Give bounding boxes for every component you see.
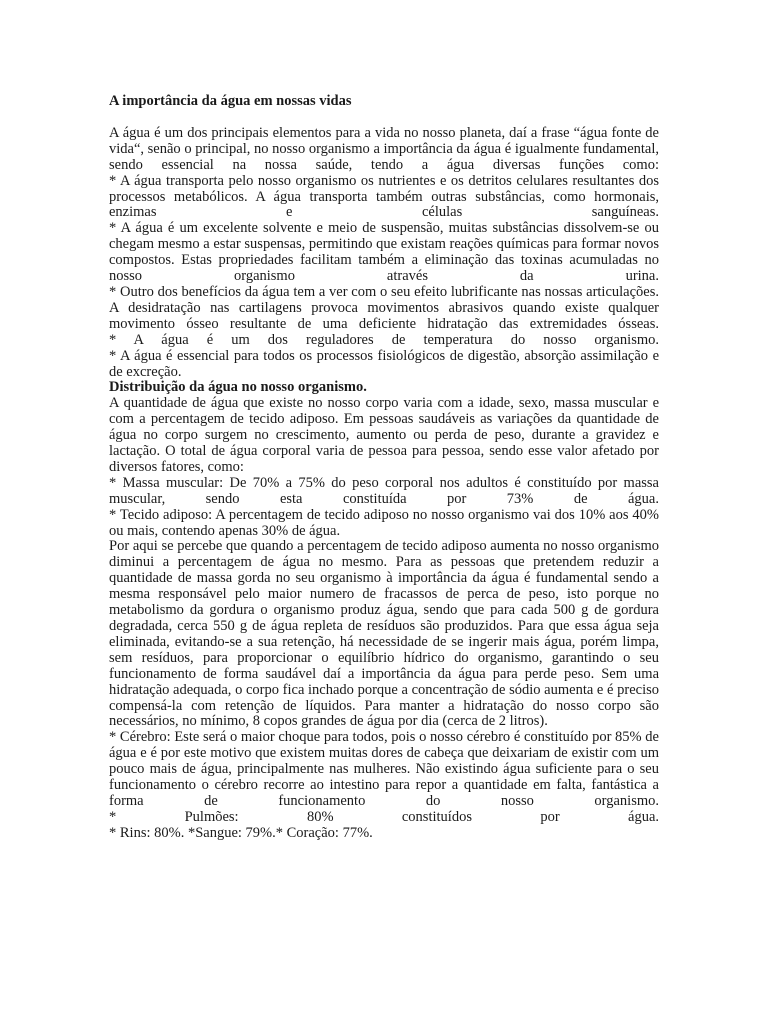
function-item-transport: * A água transporta pelo nosso organismo os nutrientes e os detritos celulares resultantes dos processos metabólicos. A água transporta também outras substâncias, como hormonais, enzimas e células sanguíneas. [109,172,659,221]
document-page [109,94,659,842]
intro-paragraph: A água é um dos principais elementos para a vida no nosso planeta, daí a frase “água fonte de vida“, senão o principal, no nosso organismo a importância da água é igualmente fundamental, sendo essencial na nossa saúde, tendo a água diversas funções como: [109,124,659,173]
organ-item-others: * Rins: 80%. *Sangue: 79%.* Coração: 77%. [109,824,373,841]
explanation-paragraph: Por aqui se percebe que quando a percentagem de tecido adiposo aumenta no nosso organismo diminui a percentagem de água no mesmo. Para as pessoas que pretendem reduzir a quantidade de massa gorda no seu organismo à importância da água é fundamental sendo a mesma responsável pelo maior numero de fracassos de perca de peso, isto porque no metabolismo da gordura o organismo produz água, sendo que para cada 500 g de gordura degradada, cerca 550 g de água repleta de resíduos são produzidos. Para que essa água seja eliminada, evitando-se a sua retenção, há necessidade de se ingerir mais água, porém limpa, sem resíduos, para proporcionar o equilíbrio hídrico do organismo, garantindo o seu funcionamento de forma saudável daí a importância da água para perde peso. Sem uma hidratação adequada, o corpo fica inchado porque a concentração de sódio aumenta e é preciso compensá-la com retenção de líquidos. Para manter a hidratação do nosso corpo são necessários, no mínimo, 8 copos grandes de água por dia (cerca de 2 litros). [109,538,659,730]
organ-item-lungs: * Pulmões: 80% constituídos por água. [109,808,659,825]
factor-item-adipose: * Tecido adiposo: A percentagem de tecido adiposo no nosso organismo vai dos 10% aos 40% ou mais, contendo apenas 30% de água. [109,506,659,539]
section-heading-distribution: Distribuição da água no nosso organismo. [109,379,367,396]
factor-item-muscle: * Massa muscular: De 70% a 75% do peso corporal nos adultos é constituído por massa muscular, sendo esta constituída por 73% de água. [109,474,659,507]
distribution-paragraph: A quantidade de água que existe no nosso corpo varia com a idade, sexo, massa muscular e com a percentagem de tecido adiposo. Em pessoas saudáveis as variações da quantidade de água no corpo surgem no crescimento, aumento ou perda de peso, durante a gravidez e lactação. O total de água corporal varia de pessoa para pessoa, sendo esse valor afetado por diversos fatores, como: [109,395,659,475]
organ-item-brain: * Cérebro: Este será o maior choque para todos, pois o nosso cérebro é constituído por 85% de água e é por este motivo que existem muitas dores de cabeça que deixariam de existir com um pouco mais de água, principalmente nas mulheres. Não existindo água suficiente para o seu funcionamento o cérebro recorre ao intestino para repor a quantidade em falta, fantástica a forma de funcionamento do nosso organismo. [109,729,659,809]
document-title: A importância da água em nossas vidas [109,93,352,109]
function-item-solvent: * A água é um excelente solvente e meio de suspensão, muitas substâncias dissolvem-se ou chegam mesmo a estar suspensas, permitindo que existam reações químicas para formar novos compostos. Estas propriedades facilitam também a eliminação das toxinas acumuladas no nosso organismo através da urina. [109,220,659,285]
function-item-digestion: * A água é essencial para todos os processos fisiológicos de digestão, absorção assimilação e de excreção. [109,347,659,380]
function-item-lubricant: * Outro dos benefícios da água tem a ver com o seu efeito lubrificante nas nossas articulações. A desidratação nas cartilagens provoca movimentos abrasivos quando existe qualquer movimento ósseo resultante de uma deficiente hidratação das extremidades ósseas. [109,283,659,332]
function-item-temperature: * A água é um dos reguladores de temperatura do nosso organismo. [109,331,659,348]
